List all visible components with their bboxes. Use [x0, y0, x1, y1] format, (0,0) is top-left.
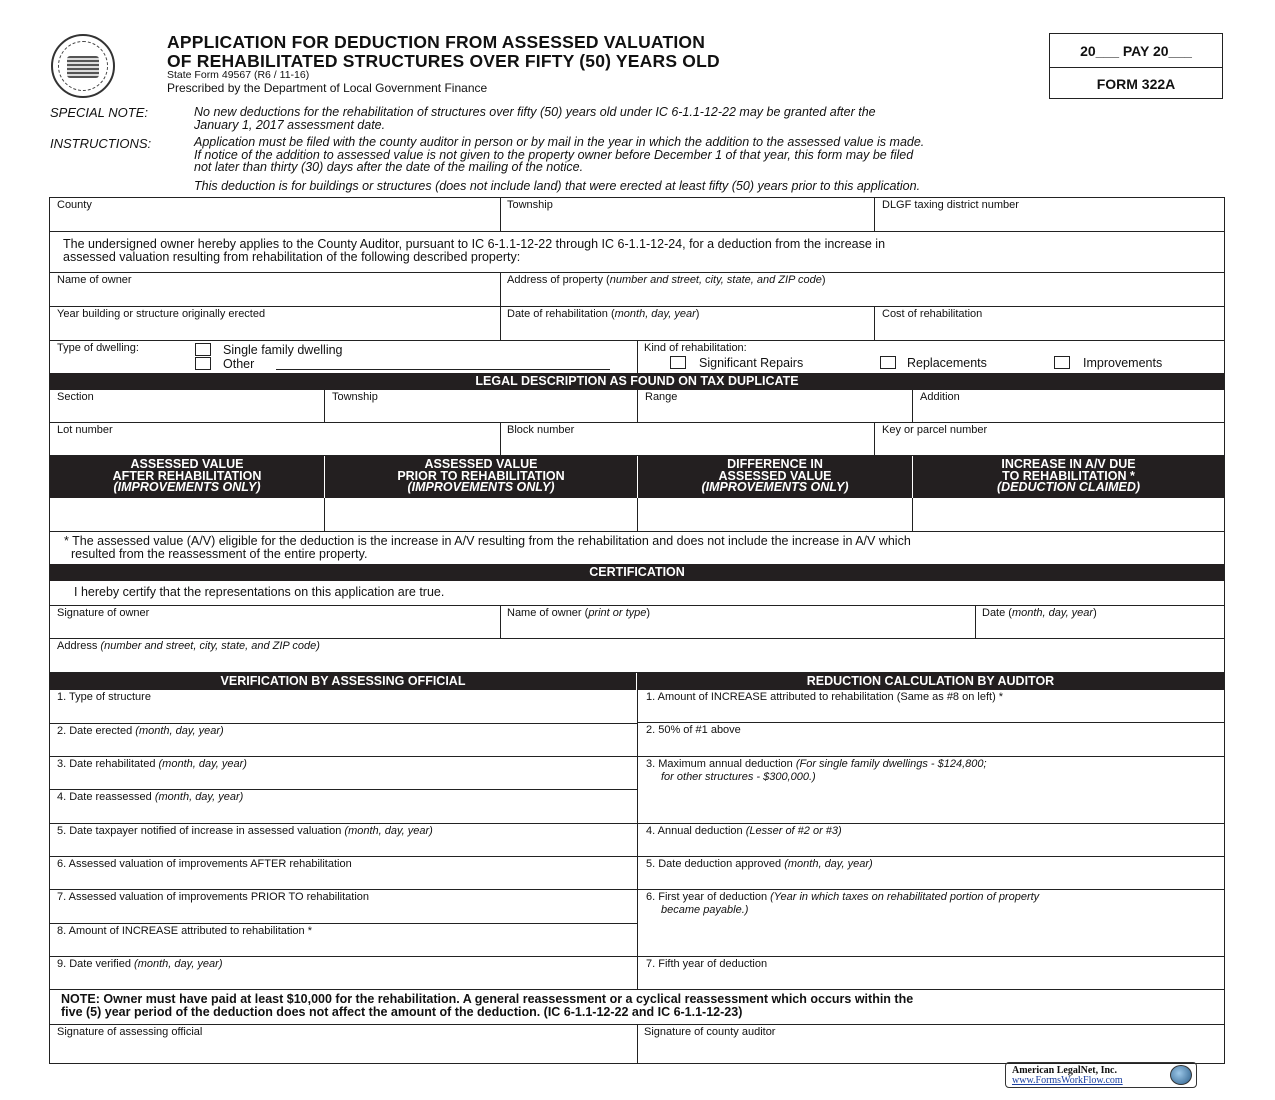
label-text: 6. First year of deduction	[646, 891, 771, 903]
structure-type-label: 1. Type of structure	[57, 691, 151, 703]
county-label: County	[57, 199, 92, 211]
increase-amount-field[interactable]	[50, 924, 638, 957]
av-difference-input[interactable]	[638, 498, 913, 532]
label-text: )	[1093, 607, 1097, 619]
parcel-number-label: Key or parcel number	[882, 424, 988, 436]
owner-name-label: Name of owner	[57, 274, 132, 286]
replacements-checkbox[interactable]	[880, 356, 896, 369]
legal-description-header: LEGAL DESCRIPTION AS FOUND ON TAX DUPLICATE	[50, 373, 1224, 390]
year-form-box	[1049, 33, 1223, 99]
header-line: INCREASE IN A/V DUE	[1001, 457, 1136, 471]
date-erected-field[interactable]	[50, 724, 638, 757]
header-line: PRIOR TO REHABILITATION	[397, 468, 565, 483]
owner-name-print-field[interactable]	[500, 605, 976, 639]
label-text: 3. Date rehabilitated	[57, 758, 159, 770]
application-statement	[50, 232, 1224, 273]
date-rehabilitated-field[interactable]	[50, 757, 638, 790]
fifty-percent-field[interactable]	[638, 723, 1224, 757]
application-statement-text	[63, 238, 885, 264]
annual-deduction-field[interactable]	[638, 824, 1224, 857]
av-prior-header	[325, 456, 638, 498]
addition-label: Addition	[920, 391, 960, 403]
date-verified-field[interactable]	[50, 957, 638, 990]
bottom-note-line: NOTE: Owner must have paid at least $10,000 for the rehabilitation. A general reassessment or a cyclical reassessment which occurs within the	[61, 992, 914, 1006]
av-footnote	[64, 535, 911, 561]
lot-number-field[interactable]	[50, 423, 501, 456]
section-field[interactable]	[50, 390, 325, 423]
certification-date-label	[982, 607, 1097, 619]
label-italic: for other structures - $300,000.)	[661, 771, 816, 783]
fifth-year-deduction-field[interactable]	[638, 957, 1224, 990]
prescribed-by: Prescribed by the Department of Local Government Finance	[167, 81, 488, 95]
other-dwelling-checkbox[interactable]	[195, 357, 211, 370]
header-line: AFTER REHABILITATION	[112, 468, 262, 483]
max-deduction-label	[646, 758, 987, 784]
label-text: Address	[57, 640, 101, 652]
pay-year-field[interactable]: 20___ PAY 20___	[1050, 34, 1222, 68]
label-text: 3. Maximum annual deduction	[646, 758, 796, 770]
property-address-label	[507, 274, 826, 286]
av-footnote-line: * The assessed value (A/V) eligible for the deduction is the increase in A/V resulting from the rehabilitation and does not include the increase in A/V which	[64, 534, 911, 548]
owner-signature-label: Signature of owner	[57, 607, 150, 619]
label-text: 4. Annual deduction	[646, 825, 746, 837]
reduction-header: REDUCTION CALCULATION BY AUDITOR	[637, 673, 1224, 690]
replacements-label: Replacements	[907, 356, 987, 370]
assessing-official-signature-field[interactable]	[50, 1024, 638, 1064]
header-line: TO REHABILITATION *	[1002, 468, 1135, 483]
label-text: Date of rehabilitation (	[507, 308, 615, 320]
american-legalnet-logo[interactable]	[1005, 1062, 1197, 1088]
county-field[interactable]	[50, 198, 501, 232]
block-number-field[interactable]	[500, 423, 875, 456]
application-statement-line: assessed valuation resulting from rehabilitation of the following described property:	[63, 250, 521, 264]
deduction-approved-date-field[interactable]	[638, 857, 1224, 890]
instructions-line: Application must be filed with the county auditor in person or by mail in the year in which the addition to the assessed value is made.	[194, 135, 925, 149]
structure-type-field[interactable]	[50, 690, 638, 724]
county-auditor-signature-label: Signature of county auditor	[644, 1026, 776, 1038]
instructions-label: INSTRUCTIONS:	[50, 136, 152, 151]
bottom-note-line: five (5) year period of the deduction does not affect the amount of the deduction. (IC 6-1.1-12-22 and IC 6-1.1-12-23)	[61, 1005, 743, 1019]
label-italic: month, day, year	[614, 308, 696, 320]
certification-date-field[interactable]	[975, 605, 1224, 639]
improvements-checkbox[interactable]	[1054, 356, 1070, 369]
date-verified-label	[57, 958, 223, 970]
company-name: American LegalNet, Inc.	[1012, 1065, 1117, 1076]
label-text: )	[646, 607, 651, 619]
special-note-text	[194, 106, 876, 131]
other-dwelling-line[interactable]	[276, 369, 610, 370]
first-year-deduction-field[interactable]	[638, 890, 1224, 957]
dwelling-type-group	[50, 341, 638, 373]
header-line: ASSESSED VALUE	[130, 457, 244, 471]
label-text: Name of owner (	[507, 607, 589, 619]
township-field[interactable]	[500, 198, 875, 232]
label-italic: (month, day, year)	[134, 958, 223, 970]
header-line: (IMPROVEMENTS ONLY)	[701, 480, 849, 494]
av-after-rehab-field[interactable]	[50, 857, 638, 890]
label-italic: (Lesser of #2 or #3)	[745, 825, 842, 837]
rehab-kind-label: Kind of rehabilitation:	[644, 342, 747, 354]
instructions-line: not later than thirty (30) days after the date of the mailing of the notice.	[194, 160, 584, 174]
av-increase-input[interactable]	[913, 498, 1224, 532]
certification-statement: I hereby certify that the representations on this application are true.	[74, 585, 445, 599]
header-line: ASSESSED VALUE	[718, 468, 832, 483]
label-italic: (month, day, year)	[344, 825, 433, 837]
label-italic: number and street, city, state, and ZIP code	[609, 274, 822, 286]
rehab-cost-field[interactable]	[875, 307, 1224, 341]
parcel-number-field[interactable]	[875, 423, 1224, 456]
av-prior-rehab-field[interactable]	[50, 890, 638, 924]
special-note-label: SPECIAL NOTE:	[50, 105, 149, 120]
significant-repairs-checkbox[interactable]	[670, 356, 686, 369]
av-after-rehab-label: 6. Assessed valuation of improvements AFTER rehabilitation	[57, 858, 352, 870]
max-deduction-field[interactable]	[638, 757, 1224, 824]
owner-name-print-label	[507, 607, 650, 619]
range-field[interactable]	[638, 390, 913, 423]
label-text: 9. Date verified	[57, 958, 135, 970]
rehab-date-field[interactable]	[500, 307, 875, 341]
av-increase-header	[913, 456, 1224, 498]
company-url-link[interactable]: www.FormsWorkFlow.com	[1012, 1075, 1123, 1086]
av-after-header	[50, 456, 325, 498]
significant-repairs-label: Significant Repairs	[699, 356, 804, 370]
av-difference-header	[638, 456, 913, 498]
form-label: FORM 322A	[1096, 76, 1176, 92]
improvements-label: Improvements	[1083, 356, 1163, 370]
date-reassessed-label	[57, 791, 243, 803]
instructions-text	[194, 136, 924, 174]
date-reassessed-field[interactable]	[50, 790, 638, 824]
header-line: (IMPROVEMENTS ONLY)	[113, 480, 261, 494]
deduction-approved-date-label	[646, 858, 873, 870]
single-family-checkbox[interactable]	[195, 343, 211, 356]
globe-icon	[1170, 1065, 1192, 1085]
rehab-date-label	[507, 308, 699, 320]
county-auditor-signature-field[interactable]	[638, 1024, 1224, 1064]
label-text: Address of property (	[507, 274, 610, 286]
label-italic: (month, day, year)	[154, 791, 244, 803]
header-line: ASSESSED VALUE	[424, 457, 538, 471]
form-title-line2: OF REHABILITATED STRUCTURES OVER FIFTY (50) YEARS OLD	[167, 51, 720, 71]
year-erected-label: Year building or structure originally erected	[57, 308, 266, 320]
av-prior-rehab-label: 7. Assessed valuation of improvements PRIOR TO rehabilitation	[57, 891, 370, 903]
label-italic: (For single family dwellings - $124,800;	[795, 758, 987, 770]
label-text: Date (	[982, 607, 1012, 619]
date-notified-field[interactable]	[50, 824, 638, 857]
fifty-percent-label: 2. 50% of #1 above	[646, 724, 741, 736]
label-text: 5. Date taxpayer notified of increase in assessed valuation	[57, 825, 345, 837]
assessing-official-signature-label: Signature of assessing official	[57, 1026, 203, 1038]
header-line: DIFFERENCE IN	[727, 457, 823, 471]
label-text: )	[695, 308, 700, 320]
year-erected-field[interactable]	[50, 307, 501, 341]
legal-township-label: Township	[332, 391, 378, 403]
dlgf-district-field[interactable]	[875, 198, 1224, 232]
label-italic: print or type	[588, 607, 647, 619]
application-statement-line: The undersigned owner hereby applies to the County Auditor, pursuant to IC 6-1.1-12-22 through IC 6-1.1-12-24, for a deduction from the increase in	[63, 237, 886, 251]
lot-number-label: Lot number	[57, 424, 113, 436]
header-line: (DEDUCTION CLAIMED)	[996, 480, 1141, 494]
instructions-line: If notice of the addition to assessed value is not given to the property owner before December 1 of that year, this form may be filed	[194, 147, 914, 162]
special-note-line: No new deductions for the rehabilitation of structures over fifty (50) years old under IC 6-1.1-12-22 may be granted after the	[194, 105, 876, 119]
increase-amount-label: 8. Amount of INCREASE attributed to rehabilitation *	[57, 925, 312, 937]
label-text: 2. Date erected	[57, 725, 136, 737]
label-text: 4. Date reassessed	[57, 791, 155, 803]
av-footnote-line: resulted from the reassessment of the entire property.	[71, 547, 368, 561]
special-note-line: January 1, 2017 assessment date.	[194, 117, 386, 132]
legal-township-field[interactable]	[325, 390, 638, 423]
dwelling-type-label: Type of dwelling:	[57, 342, 139, 354]
label-italic: (month, day, year)	[158, 758, 247, 770]
state-form-number: State Form 49567 (R6 / 11-16)	[167, 69, 310, 81]
bottom-note	[61, 993, 913, 1019]
seal-emblem	[67, 56, 99, 78]
header-line: (IMPROVEMENTS ONLY)	[407, 480, 555, 494]
other-dwelling-label: Other	[223, 357, 255, 371]
rehab-kind-group	[638, 341, 1224, 373]
label-italic: (number and street, city, state, and ZIP code)	[100, 640, 320, 652]
section-label: Section	[57, 391, 94, 403]
owner-address-label	[57, 640, 320, 652]
deduction-scope-note: This deduction is for buildings or structures (does not include land) that were erected at least fifty (50) years prior to this application.	[194, 179, 921, 193]
date-erected-label	[57, 725, 224, 737]
reduction-increase-label: 1. Amount of INCREASE attributed to rehabilitation (Same as #8 on left) *	[646, 691, 1004, 703]
label-italic: (Year in which taxes on rehabilitated portion of property	[770, 891, 1040, 903]
annual-deduction-label	[646, 825, 842, 837]
owner-name-field[interactable]	[50, 273, 501, 307]
single-family-label: Single family dwelling	[223, 343, 343, 357]
reduction-increase-field[interactable]	[638, 690, 1224, 723]
label-italic: (month, day, year)	[135, 725, 224, 737]
property-address-field[interactable]	[500, 273, 1224, 307]
verification-header: VERIFICATION BY ASSESSING OFFICIAL	[50, 673, 637, 690]
fifth-year-deduction-label: 7. Fifth year of deduction	[646, 958, 768, 970]
owner-signature-field[interactable]	[50, 605, 501, 639]
block-number-label: Block number	[507, 424, 575, 436]
label-italic: (month, day, year)	[784, 858, 873, 870]
certification-header: CERTIFICATION	[50, 564, 1224, 581]
av-prior-input[interactable]	[325, 498, 638, 532]
date-notified-label	[57, 825, 433, 837]
date-rehabilitated-label	[57, 758, 247, 770]
range-label: Range	[645, 391, 678, 403]
first-year-deduction-label	[646, 891, 1039, 917]
dlgf-label: DLGF taxing district number	[882, 199, 1019, 211]
label-text: )	[821, 274, 826, 286]
form-grid	[49, 197, 1225, 1064]
addition-field[interactable]	[913, 390, 1224, 423]
form-title-line1: APPLICATION FOR DEDUCTION FROM ASSESSED VALUATION	[167, 32, 706, 52]
label-text: 5. Date deduction approved	[646, 858, 785, 870]
owner-address-field[interactable]	[50, 639, 1224, 673]
rehab-cost-label: Cost of rehabilitation	[882, 308, 983, 320]
label-italic: became payable.)	[661, 904, 749, 916]
label-italic: month, day, year	[1011, 607, 1094, 619]
township-label: Township	[507, 199, 553, 211]
av-after-input[interactable]	[50, 498, 325, 532]
state-seal	[51, 34, 115, 98]
form-title	[167, 33, 720, 71]
